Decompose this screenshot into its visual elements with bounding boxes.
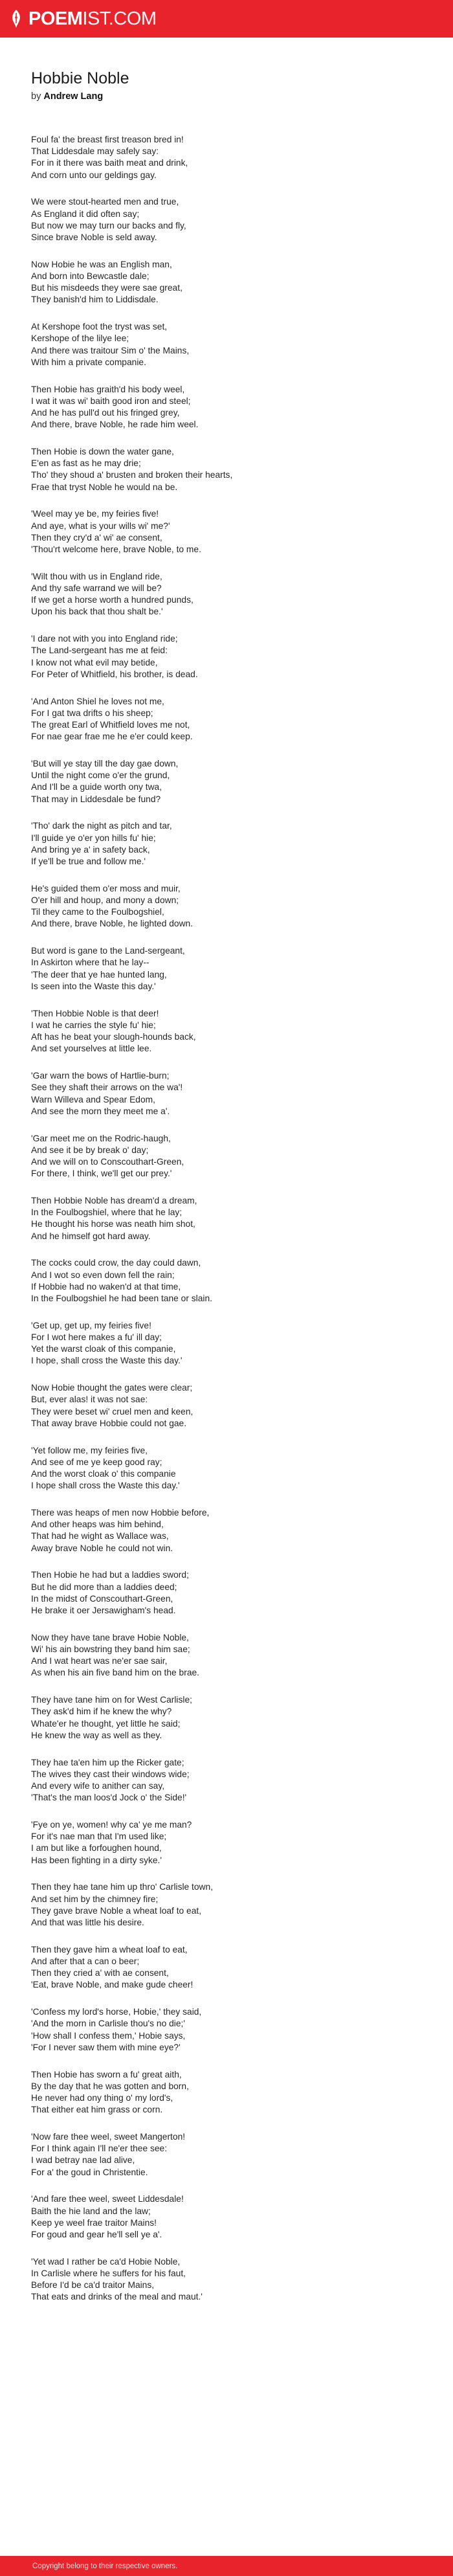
poem-line: 'Get up, get up, my feiries five! xyxy=(31,1320,151,1330)
author-link[interactable]: Andrew Lang xyxy=(43,91,104,102)
poem-line: And we will on to Conscouthart-Green, xyxy=(31,1156,184,1167)
poem-line: But he did more than a laddies deed; xyxy=(31,1582,177,1592)
poem-line: 'That's the man loos'd Jock o' the Side!' xyxy=(31,1793,187,1803)
poem-line: But his misdeeds they were sae great, xyxy=(31,283,182,293)
poem-line: Then Hobie he had but a laddies sword; xyxy=(31,1570,189,1580)
poem-line: Then Hobbie Noble has dream'd a dream, xyxy=(31,1195,197,1205)
poem-line: At Kershope foot the tryst was set, xyxy=(31,322,168,332)
poem-stanza xyxy=(31,1320,426,1367)
poem-line: 'And the morn in Carlisle thou's no die;' xyxy=(31,2019,185,2029)
poem-line: I wat he carries the style fu' hie; xyxy=(31,1020,156,1030)
poem-stanza xyxy=(31,384,426,431)
poem-line: 'The deer that ye hae hunted lang, xyxy=(31,969,167,980)
poem-line: 'Fye on ye, women! why ca' ye me man? xyxy=(31,1819,192,1830)
by-label: by xyxy=(31,91,41,102)
poem-line: As when his ain five band him on the brae. xyxy=(31,1668,199,1678)
poem-line: And born into Bewcastle dale; xyxy=(31,271,149,282)
poem-line: Now they have tane brave Hobie Noble, xyxy=(31,1632,189,1642)
poem-line: For it's nae man that I'm used like; xyxy=(31,1831,167,1842)
poem-stanza xyxy=(31,1008,426,1055)
poem-stanza xyxy=(31,446,426,493)
poem-line: That away brave Hobbie could not gae. xyxy=(31,1418,187,1428)
poem-content xyxy=(31,68,426,2318)
poem-line: In Askirton where that he lay-- xyxy=(31,958,149,968)
poem-stanza xyxy=(31,571,426,618)
poem-line: Is seen into the Waste this day.' xyxy=(31,981,156,991)
poem-line: 'Yet wad I rather be ca'd Hobie Noble, xyxy=(31,2256,181,2267)
poem-line: And I'll be a guide worth ony twa, xyxy=(31,782,162,792)
poem-line: And aye, what is your wills wi' me?' xyxy=(31,521,170,531)
poem-stanza xyxy=(31,696,426,743)
poem-line: We were stout-hearted men and true, xyxy=(31,197,179,207)
poem-line: For Peter of Whitfield, his brother, is dead. xyxy=(31,669,198,679)
poem-line: Away brave Noble he could not win. xyxy=(31,1543,173,1553)
poem-stanza xyxy=(31,1195,426,1242)
poem-line: For nae gear frae me he e'er could keep. xyxy=(31,732,193,742)
poem-line: 'Yet follow me, my feiries five, xyxy=(31,1445,148,1455)
poem-stanza xyxy=(31,2006,426,2054)
poem-line: And corn unto our geldings gay. xyxy=(31,170,157,180)
poem-line: And the worst cloak o' this companie xyxy=(31,1468,176,1479)
poem-line: Whate'er he thought, yet little he said; xyxy=(31,1718,181,1729)
poem-line: 'I dare not with you into England ride; xyxy=(31,634,178,644)
poem-stanza xyxy=(31,1694,426,1742)
poem-stanza xyxy=(31,1445,426,1492)
poem-line: Now Hobie he was an English man, xyxy=(31,259,172,269)
poem-line: And there was traitour Sim o' the Mains, xyxy=(31,345,190,355)
poem-line: He thought his horse was neath him shot, xyxy=(31,1219,195,1229)
poem-line: I'll guide ye o'er yon hills fu' hie; xyxy=(31,833,156,843)
poem-line: 'Then Hobbie Noble is that deer! xyxy=(31,1008,159,1018)
site-logo[interactable] xyxy=(9,9,157,28)
poem-line: In Carlisle where he suffers for his faut, xyxy=(31,2268,186,2279)
poem-line: They gave brave Noble a wheat loaf to eat, xyxy=(31,1905,202,1916)
poem-line: As England it did often say; xyxy=(31,208,140,219)
poem-line: By the day that he was gotten and born, xyxy=(31,2081,189,2091)
poem-line: I hope, shall cross the Waste this day.' xyxy=(31,1356,182,1366)
poem-line: For I think again I'll ne'er thee see: xyxy=(31,2144,168,2154)
logo-text-light: IST.COM xyxy=(82,8,157,29)
poem-line: If we get a horse worth a hundred punds, xyxy=(31,595,193,605)
poem-stanza xyxy=(31,1382,426,1429)
poem-line: 'Weel may ye be, my feiries five! xyxy=(31,509,159,519)
poem-line: Then Hobie has graith'd his body weel, xyxy=(31,384,185,394)
poem-line: See they shaft their arrows on the wa'! xyxy=(31,1082,183,1093)
poem-line: He brake it oer Jersawigham's head. xyxy=(31,1605,176,1615)
poem-stanza xyxy=(31,820,426,868)
poem-line: But, ever alas! it was not sae: xyxy=(31,1394,148,1405)
poem-line: And thy safe warrand we will be? xyxy=(31,583,162,594)
poem-stanza xyxy=(31,883,426,930)
poem-line: And bring ye a' in safety back, xyxy=(31,844,150,855)
poem-line: For a' the goud in Christentie. xyxy=(31,2167,148,2177)
logo-text-bold: POEM xyxy=(28,8,83,29)
poem-line: 'How shall I confess them,' Hobie says, xyxy=(31,2030,186,2041)
poem-stanza xyxy=(31,1819,426,1866)
site-logo-text xyxy=(28,10,157,28)
poem-line: I hope shall cross the Waste this day.' xyxy=(31,1481,180,1491)
poem-line: In the Foulbogshiel he had been tane or slain. xyxy=(31,1293,212,1303)
poem-line: He knew the way as well as they. xyxy=(31,1730,162,1740)
poem-line: That eats and drinks of the meal and maut.' xyxy=(31,2292,203,2302)
poem-line: There was heaps of men now Hobbie before, xyxy=(31,1507,210,1518)
poem-title: Hobbie Noble xyxy=(31,69,129,87)
poem-line: They were beset wi' cruel men and keen, xyxy=(31,1406,193,1417)
poem-line: Warn Willeva and Spear Edom, xyxy=(31,1094,155,1104)
poem-line: If ye'll be true and follow me.' xyxy=(31,857,146,867)
poem-line: Keep ye weel frae traitor Mains! xyxy=(31,2217,157,2228)
poem-line: 'Eat, brave Noble, and make gude cheer! xyxy=(31,1980,193,1990)
poem-line: And I wot so even down fell the rain; xyxy=(31,1270,175,1280)
poem-stanza xyxy=(31,2256,426,2303)
poem-line: And there, brave Noble, he lighted down. xyxy=(31,919,193,929)
poem-line: They ask'd him if he knew the why? xyxy=(31,1707,172,1717)
poem-line: For I wot here makes a fu' ill day; xyxy=(31,1332,162,1342)
poem-line: 'But will ye stay till the day gae down, xyxy=(31,759,179,769)
poem-line: I wad betray nae lad alive, xyxy=(31,2155,135,2166)
poem-line: The great Earl of Whitfield loves me not, xyxy=(31,720,190,730)
poem-line: And set him by the chimney fire; xyxy=(31,1894,159,1904)
poem-line: Then Hobie is down the water gane, xyxy=(31,447,174,457)
poem-line: Baith the hie land and the law; xyxy=(31,2206,151,2216)
site-footer xyxy=(0,2556,453,2576)
poem-body xyxy=(31,134,426,2303)
poem-line: The cocks could crow, the day could dawn, xyxy=(31,1258,201,1268)
poem-stanza xyxy=(31,1881,426,1929)
poem-line: 'Now fare thee weel, sweet Mangerton! xyxy=(31,2132,186,2142)
poem-stanza xyxy=(31,1133,426,1180)
poem-stanza xyxy=(31,1944,426,1991)
poem-stanza xyxy=(31,1507,426,1554)
poem-line: Upon his back that thou shalt be.' xyxy=(31,607,163,617)
poem-stanza xyxy=(31,508,426,555)
poem-line: They hae ta'en him up the Ricker gate; xyxy=(31,1757,184,1767)
poem-line: Then Hobie has sworn a fu' great aith, xyxy=(31,2069,182,2079)
poem-line: Kershope of the lilye lee; xyxy=(31,333,129,344)
poem-line: 'Gar warn the bows of Hartlie-burn; xyxy=(31,1071,170,1081)
poem-line: Now Hobie thought the gates were clear; xyxy=(31,1383,193,1393)
poem-line: For in it there was baith meat and drink, xyxy=(31,158,188,168)
poem-line: Has been fighting in a dirty syke.' xyxy=(31,1855,162,1865)
poem-line: In the midst of Conscouthart-Green, xyxy=(31,1593,173,1604)
copyright-text: Copyright belong to their respective owners. xyxy=(32,2562,178,2570)
poem-line: 'And fare thee weel, sweet Liddesdale! xyxy=(31,2194,184,2204)
poem-line: The wives they cast their windows wide; xyxy=(31,1769,190,1779)
poem-line: 'For I never saw them with mine eye?' xyxy=(31,2042,181,2052)
poem-line: Tho' they shoud a' brusten and broken their hearts, xyxy=(31,470,233,480)
poem-line: 'Tho' dark the night as pitch and tar, xyxy=(31,821,172,831)
poem-line: For there, I think, we'll get our prey.' xyxy=(31,1169,172,1179)
poem-line: Frae that tryst Noble he would na be. xyxy=(31,482,178,492)
poem-line: The Land-sergeant has me at feid: xyxy=(31,645,168,656)
poem-line: If Hobbie had no waken'd at that time, xyxy=(31,1281,181,1292)
poem-line: And every wife to anither can say, xyxy=(31,1780,165,1791)
poem-stanza xyxy=(31,259,426,306)
poem-line: And after that a can o beer; xyxy=(31,1956,140,1966)
poem-line: Wi' his ain bowstring they band him sae; xyxy=(31,1644,190,1654)
poem-line: They have tane him on for West Carlisle; xyxy=(31,1695,192,1705)
poem-line: Then they gave him a wheat loaf to eat, xyxy=(31,1944,188,1954)
poem-line: Then they hae tane him up thro' Carlisle town, xyxy=(31,1882,214,1892)
poem-line: For goud and gear he'll sell ye a'. xyxy=(31,2230,162,2240)
poem-stanza xyxy=(31,758,426,805)
poem-line: In the Foulbogshiel, where that he lay; xyxy=(31,1207,182,1218)
poem-line: That Liddesdale may safely say: xyxy=(31,146,159,157)
poem-line: Since brave Noble is seld away. xyxy=(31,232,157,243)
poem-line: 'Thou'rt welcome here, brave Noble, to me. xyxy=(31,544,201,555)
poem-line: I am but like a forfoughen hound, xyxy=(31,1843,162,1854)
poem-line: They banish'd him to Liddisdale. xyxy=(31,295,159,305)
poem-stanza xyxy=(31,321,426,368)
poem-line: I wat it was wi' baith good iron and steel; xyxy=(31,396,191,406)
poem-line: 'Confess my lord's horse, Hobie,' they said, xyxy=(31,2007,202,2017)
poem-line: And see it be by break o' day; xyxy=(31,1145,149,1155)
poem-stanza xyxy=(31,1569,426,1617)
poem-line: And he himself got hard away. xyxy=(31,1231,151,1241)
poem-line: That may in Liddesdale be fund? xyxy=(31,794,161,804)
poem-line: And other heaps was him behind, xyxy=(31,1519,164,1530)
poem-line: And there, brave Noble, he rade him weel. xyxy=(31,420,199,430)
poem-line: And see the morn they meet me a'. xyxy=(31,1106,170,1116)
poem-stanza xyxy=(31,2193,426,2241)
site-header xyxy=(0,0,453,38)
poem-line: Foul fa' the breast first treason bred in! xyxy=(31,135,184,144)
poem-line: That either eat him grass or corn. xyxy=(31,2105,163,2115)
poem-stanza xyxy=(31,1257,426,1305)
poem-line: 'And Anton Shiel he loves not me, xyxy=(31,696,164,706)
poem-stanza xyxy=(31,2131,426,2178)
poem-line: That had he wight as Wallace was, xyxy=(31,1531,169,1541)
poem-line: Then they cry'd a' wi' ae consent, xyxy=(31,532,162,543)
poem-line: E'en as fast as he may drie; xyxy=(31,458,141,469)
poem-line: He never had ony thing o' my lord's, xyxy=(31,2093,173,2103)
poem-line: And that was little his desire. xyxy=(31,1917,144,1927)
poem-line: Til they came to the Foulbogshiel, xyxy=(31,907,164,917)
poem-stanza xyxy=(31,945,426,992)
poem-line: And I wat heart was ne'er sae sair, xyxy=(31,1656,168,1666)
poem-byline xyxy=(31,90,426,103)
poem-line: 'Wilt thou with us in England ride, xyxy=(31,571,162,581)
poem-line: Before I'd be ca'd traitor Mains, xyxy=(31,2280,155,2290)
poem-stanza xyxy=(31,2069,426,2116)
poem-line: I know not what evil may betide, xyxy=(31,657,158,667)
quill-icon xyxy=(9,9,23,28)
poem-stanza xyxy=(31,1632,426,1679)
poem-stanza xyxy=(31,134,426,181)
poem-line: Then they cried a' with ae consent, xyxy=(31,1968,169,1978)
poem-stanza xyxy=(31,1070,426,1117)
poem-line: Until the night come o'er the grund, xyxy=(31,770,170,781)
poem-stanza xyxy=(31,633,426,680)
poem-line: 'Gar meet me on the Rodric-haugh, xyxy=(31,1133,171,1143)
poem-line: But word is gane to the Land-sergeant, xyxy=(31,946,185,956)
poem-line: With him a private companie. xyxy=(31,357,146,367)
poem-line: And he has pull'd out his fringed grey, xyxy=(31,408,180,418)
poem-line: But now we may turn our backs and fly, xyxy=(31,220,186,230)
poem-line: For I gat twa drifts o his sheep; xyxy=(31,708,153,718)
poem-stanza xyxy=(31,1757,426,1804)
poem-line: And set yourselves at little lee. xyxy=(31,1044,152,1054)
poem-line: Yet the warst cloak of this companie, xyxy=(31,1344,176,1354)
poem-line: Aft has he beat your slough-hounds back, xyxy=(31,1032,196,1042)
poem-stanza xyxy=(31,196,426,243)
poem-line: O'er hill and houp, and mony a down; xyxy=(31,895,179,906)
poem-line: He's guided them o'er moss and muir, xyxy=(31,883,181,893)
poem-line: And see of me ye keep good ray; xyxy=(31,1457,162,1467)
